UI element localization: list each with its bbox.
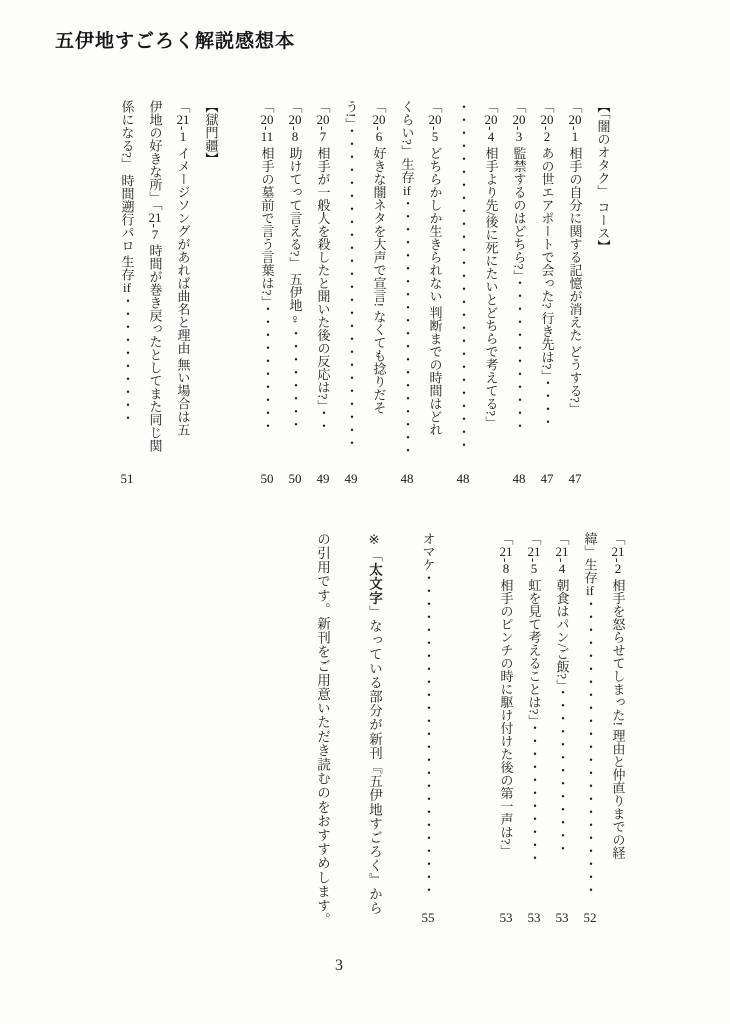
toc-entry-page: 53: [499, 911, 513, 924]
toc-entry-continuation: [576, 532, 604, 924]
toc-entry-text: 「21-5 虹を見て考えることは?」・・・・・・・・・・・: [526, 532, 542, 864]
toc-entry-page: 48: [512, 472, 526, 485]
toc-entry-text: 「20-2 あの世エアポートで会った? 行き先は?」・・・・: [539, 100, 555, 428]
toc-entry: [520, 532, 548, 924]
toc-entry: [548, 532, 576, 924]
toc-entry-page: 47: [568, 472, 582, 485]
footnote-bold-word: 太文字: [367, 562, 382, 606]
toc-entry-continuation: [141, 100, 169, 485]
toc-entry-text: 伊地の好きな所」「21-7 時間が巻き戻ったとしてまた同じ関: [147, 100, 163, 453]
toc-entry-text: う!」・・・・・・・・・・・・・・・・・・・・・・・・・: [343, 100, 359, 449]
toc-entry-page: 47: [540, 472, 554, 485]
toc-entry-text: 「21-1 イメージソングがあれば曲名と理由 無い場合は五: [175, 100, 191, 436]
page-number: 3: [335, 957, 343, 974]
section-header-gokumonkyo: [197, 100, 225, 485]
footnote-line-2: [301, 532, 329, 932]
toc-entry-text: 係になる?」 時間遡行パロ 生存if・・・・・・・・・・: [119, 100, 135, 425]
toc-entry: [492, 532, 520, 924]
footnote-block: [301, 532, 381, 932]
toc-entry-page: 49: [316, 472, 330, 485]
footnote-suffix: 」なっている部分が新刊『五伊地すごろく』から: [367, 605, 382, 916]
toc-entry: [561, 100, 589, 485]
toc-entry-page: 55: [421, 911, 435, 924]
toc-entry-text: 「21-2 相手を怒らせてしまった! 理由と仲直りまでの経: [610, 532, 626, 860]
toc-entry-text: 「20-3 監禁するのはどちら?」・・・・・・・・・・・・: [511, 100, 527, 432]
toc-entry: [309, 100, 337, 485]
toc-entry: [533, 100, 561, 485]
toc-entry-page: 48: [456, 472, 470, 485]
toc-entry-continuation: [337, 100, 365, 485]
toc-bottom-block: [414, 532, 632, 924]
toc-entry-page: 53: [555, 911, 569, 924]
toc-entry: [365, 100, 393, 485]
toc-entry-page: 48: [400, 472, 414, 485]
toc-entry-text: ・・・・・・・・・・・・・・・・・・・・・・・・・・・: [455, 100, 471, 451]
toc-entry-text: 緯」生存if・・・・・・・・・・・・・・・・・・・・・・・: [582, 532, 598, 896]
toc-entry-continuation: [113, 100, 141, 485]
toc-entry-text: 「20-11 相手の墓前で言う言葉は?」・・・・・・・・・・: [259, 100, 275, 432]
toc-entry: [477, 100, 505, 485]
toc-entry-page: 52: [583, 911, 597, 924]
toc-entry-text: 「20-4 相手より先/後に死にたいとどちらで考えてる?」: [483, 100, 499, 429]
toc-entry-page: 53: [527, 911, 541, 924]
toc-entry-text: 「20-7 相手が一般人を殺したと聞いた後の反応は?」・・: [315, 100, 331, 432]
toc-entry-text: 「21-8 相手のピンチの時に駆け付けた後の第一声は?」: [498, 532, 514, 858]
page-title: 五伊地すごろく解説感想本: [55, 31, 296, 52]
footnote-prefix: ※「: [367, 532, 382, 563]
section-header-dark-otaku-course: [589, 100, 617, 485]
toc-entry: [421, 100, 449, 485]
toc-entry: [169, 100, 197, 485]
toc-entry-text: 「21-4 朝食はパン/ご飯?」・・・・・・・・・・・・・: [554, 532, 570, 855]
toc-entry: [253, 100, 281, 485]
toc-entry-text: 「20-1 相手の自分に関する記憶が消えた どうする?」: [567, 100, 583, 416]
footnote-text: の引用です。新刊をご用意いただき読むのをおすすめします。: [315, 532, 330, 927]
toc-entry: [505, 100, 533, 485]
toc-entry-text: 「20-8 助けてって言える?」 五伊地♀・・・・・・・・: [287, 100, 303, 431]
toc-entry-page: 50: [260, 472, 274, 485]
toc-entry-text: オマケ・・・・・・・・・・・・・・・・・・・・・・・・・: [420, 532, 436, 896]
toc-entry-page: 51: [120, 472, 134, 485]
toc-entry-continuation: [393, 100, 421, 485]
toc-entry-page: 50: [288, 472, 302, 485]
section-header-text: 【「闇のオタク」 コース】: [595, 100, 611, 253]
toc-entry-text: 「20-6 好きな闇ネタを大声で宣言! なくても捻りだそ: [371, 100, 387, 415]
toc-top-block: [113, 100, 617, 485]
toc-entry-text: 「20-5 どちらかしか生きられない 判断までの時間はどれ: [427, 100, 443, 436]
section-header-text: 【獄門疆】: [203, 100, 219, 165]
toc-entry-leader: [449, 100, 477, 485]
toc-entry: [604, 532, 632, 924]
toc-entry: [281, 100, 309, 485]
toc-entry-text: くらい?」生存if・・・・・・・・・・・・・・・・・・・・: [399, 100, 415, 457]
footnote-line-1: [353, 532, 381, 932]
toc-entry-omake: [414, 532, 442, 924]
toc-entry-page: 49: [344, 472, 358, 485]
